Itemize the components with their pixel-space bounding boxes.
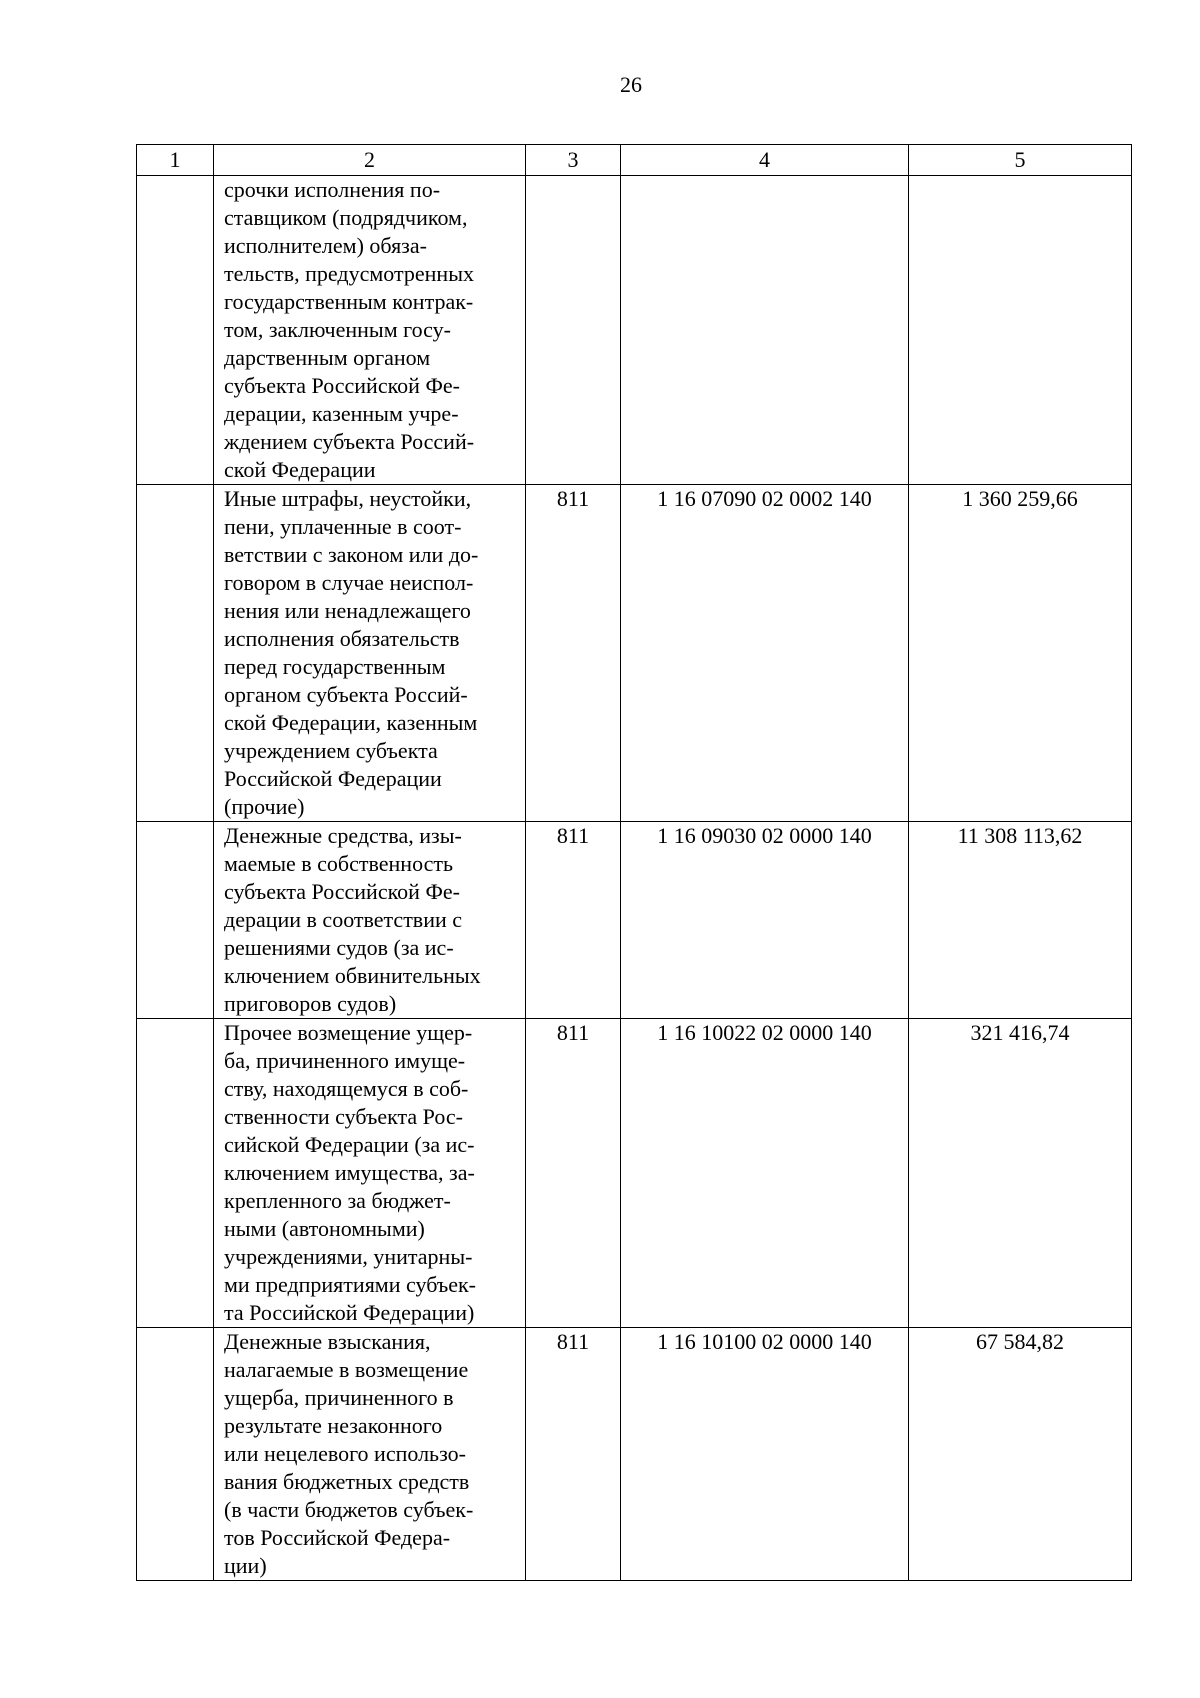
description-line: ными (автономными) xyxy=(224,1216,425,1241)
description-line: маемые в собственность xyxy=(224,851,454,876)
row-number-cell xyxy=(137,822,214,1019)
amount-cell: 321 416,74 xyxy=(909,1019,1132,1328)
row-number-cell xyxy=(137,1019,214,1328)
description-line: тельств, предусмотренных xyxy=(224,261,474,286)
admin-code-cell: 811 xyxy=(526,1328,621,1581)
description-line: (в части бюджетов субъек- xyxy=(224,1497,474,1522)
budget-code-cell: 1 16 10100 02 0000 140 xyxy=(621,1328,909,1581)
budget-code-cell: 1 16 07090 02 0002 140 xyxy=(621,485,909,822)
description-line: субъекта Российской Фе- xyxy=(224,373,460,398)
description-line: срочки исполнения по- xyxy=(224,177,441,202)
description-line: ключением имущества, за- xyxy=(224,1160,475,1185)
description-line: ству, находящемуся в соб- xyxy=(224,1076,469,1101)
description-line: ба, причиненного имуще- xyxy=(224,1048,466,1073)
description-line: вания бюджетных средств xyxy=(224,1469,470,1494)
budget-code-cell: 1 16 09030 02 0000 140 xyxy=(621,822,909,1019)
description-line: Иные штрафы, неустойки, xyxy=(224,486,472,511)
description-line: Денежные средства, изы- xyxy=(224,823,462,848)
description-line: ской Федерации, казенным xyxy=(224,710,478,735)
amount-cell: 1 360 259,66 xyxy=(909,485,1132,822)
description-line: тов Российской Федера- xyxy=(224,1525,451,1550)
description-line: перед государственным xyxy=(224,654,446,679)
row-number-cell xyxy=(137,485,214,822)
description-line: ветствии с законом или до- xyxy=(224,542,479,567)
budget-code-cell xyxy=(621,176,909,485)
description-line: ственности субъекта Рос- xyxy=(224,1104,463,1129)
description-line: учреждениями, унитарны- xyxy=(224,1244,473,1269)
description-line: учреждением субъекта xyxy=(224,738,438,763)
description-cell xyxy=(214,1019,526,1328)
description-line: ставщиком (подрядчиком, xyxy=(224,205,468,230)
description-cell xyxy=(214,485,526,822)
description-cell xyxy=(214,822,526,1019)
amount-cell: 11 308 113,62 xyxy=(909,822,1132,1019)
description-line: налагаемые в возмещение xyxy=(224,1357,469,1382)
admin-code-cell xyxy=(526,176,621,485)
budget-code-cell: 1 16 10022 02 0000 140 xyxy=(621,1019,909,1328)
amount-cell xyxy=(909,176,1132,485)
description-cell xyxy=(214,1328,526,1581)
description-line: приговоров судов) xyxy=(224,991,397,1016)
description-line: сийской Федерации (за ис- xyxy=(224,1132,475,1157)
description-line: государственным контрак- xyxy=(224,289,474,314)
table-row xyxy=(137,176,1132,485)
table-row xyxy=(137,1019,1132,1328)
row-number-cell xyxy=(137,176,214,485)
table-row xyxy=(137,485,1132,822)
table-body xyxy=(137,176,1132,1581)
description-line: результате незаконного xyxy=(224,1413,443,1438)
revenue-table xyxy=(136,144,1132,1581)
description-line: крепленного за бюджет- xyxy=(224,1188,451,1213)
description-line: субъекта Российской Фе- xyxy=(224,879,460,904)
description-line: Российской Федерации xyxy=(224,766,442,791)
description-line: говором в случае неиспол- xyxy=(224,570,474,595)
amount-cell: 67 584,82 xyxy=(909,1328,1132,1581)
description-line: та Российской Федерации) xyxy=(224,1300,475,1325)
description-line: ключением обвинительных xyxy=(224,963,481,988)
column-header-5: 5 xyxy=(909,145,1132,176)
admin-code-cell: 811 xyxy=(526,822,621,1019)
description-line: Денежные взыскания, xyxy=(224,1329,431,1354)
admin-code-cell: 811 xyxy=(526,485,621,822)
description-line: нения или ненадлежащего xyxy=(224,598,471,623)
table-header-row xyxy=(137,145,1132,176)
description-line: (прочие) xyxy=(224,794,305,819)
description-line: ждением субъекта Россий- xyxy=(224,429,475,454)
description-line: ции) xyxy=(224,1553,267,1578)
page-number: 26 xyxy=(620,72,642,97)
admin-code-cell: 811 xyxy=(526,1019,621,1328)
description-line: ской Федерации xyxy=(224,457,376,482)
description-line: ми предприятиями субъек- xyxy=(224,1272,476,1297)
column-header-2: 2 xyxy=(214,145,526,176)
description-line: или нецелевого использо- xyxy=(224,1441,466,1466)
description-line: исполнения обязательств xyxy=(224,626,460,651)
description-line: том, заключенным госу- xyxy=(224,317,451,342)
table-row xyxy=(137,822,1132,1019)
row-number-cell xyxy=(137,1328,214,1581)
description-line: исполнителем) обяза- xyxy=(224,233,427,258)
description-line: пени, уплаченные в соот- xyxy=(224,514,462,539)
description-cell xyxy=(214,176,526,485)
column-header-1: 1 xyxy=(137,145,214,176)
description-line: дерации в соответствии с xyxy=(224,907,463,932)
column-header-4: 4 xyxy=(621,145,909,176)
description-line: решениями судов (за ис- xyxy=(224,935,454,960)
table-row xyxy=(137,1328,1132,1581)
description-line: Прочее возмещение ущер- xyxy=(224,1020,473,1045)
description-line: дерации, казенным учре- xyxy=(224,401,459,426)
description-line: дарственным органом xyxy=(224,345,431,370)
description-line: органом субъекта Россий- xyxy=(224,682,468,707)
column-header-3: 3 xyxy=(526,145,621,176)
description-line: ущерба, причиненного в xyxy=(224,1385,454,1410)
